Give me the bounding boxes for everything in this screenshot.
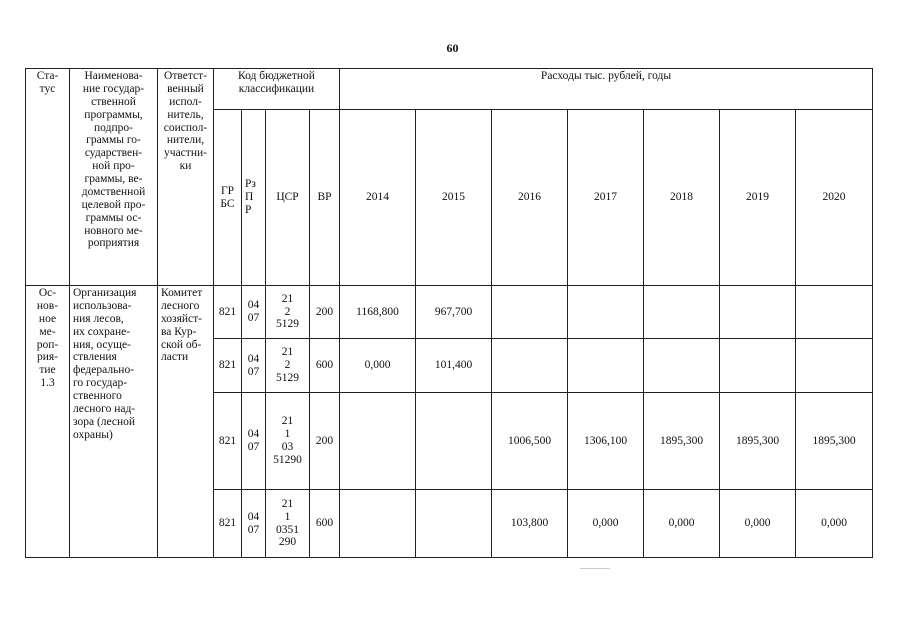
expenses-header: Расходы тыс. рублей, годы [340, 69, 873, 110]
status-header: Ста- тус [26, 69, 70, 286]
grbs-cell: 821 [214, 339, 242, 393]
value-cell-2019 [720, 339, 796, 393]
year-header-2016: 2016 [492, 110, 568, 286]
value-cell-2016: 1006,500 [492, 393, 568, 490]
value-cell-2018: 1895,300 [644, 393, 720, 490]
value-cell-2019: 0,000 [720, 490, 796, 558]
responsible-header: Ответст- венный испол- нитель, соиспол- нители, участни- ки [158, 69, 214, 286]
rzpr-cell: 04 07 [242, 339, 266, 393]
budget-table [25, 68, 873, 558]
value-cell-2020: 0,000 [796, 490, 873, 558]
value-cell-2017: 1306,100 [568, 393, 644, 490]
value-cell-2015: 967,700 [416, 286, 492, 339]
csr-cell: 21 1 03 51290 [266, 393, 310, 490]
value-cell-2018 [644, 286, 720, 339]
table-row [26, 286, 873, 339]
year-header-2020: 2020 [796, 110, 873, 286]
year-header-2014: 2014 [340, 110, 416, 286]
value-cell-2015 [416, 393, 492, 490]
rzpr-cell: 04 07 [242, 286, 266, 339]
vr-cell: 200 [310, 286, 340, 339]
value-cell-2020 [796, 286, 873, 339]
value-cell-2017 [568, 286, 644, 339]
grbs-cell: 821 [214, 490, 242, 558]
value-cell-2014 [340, 393, 416, 490]
csr-cell: 21 1 0351 290 [266, 490, 310, 558]
value-cell-2015: 101,400 [416, 339, 492, 393]
program-name-header: Наименова- ние государ- ственной программы, подпро- граммы го- сударствен- ной про- граммы, ве- домственной целевой про- граммы ос- новного ме- роприятия [70, 69, 158, 286]
csr-cell: 21 2 5129 [266, 339, 310, 393]
value-cell-2016 [492, 339, 568, 393]
year-header-2017: 2017 [568, 110, 644, 286]
grbs-cell: 821 [214, 393, 242, 490]
value-cell-2017: 0,000 [568, 490, 644, 558]
rzpr-cell: 04 07 [242, 393, 266, 490]
scan-mark [580, 568, 610, 569]
header-row-top [26, 69, 873, 110]
vr-header: ВР [310, 110, 340, 286]
value-cell-2014 [340, 490, 416, 558]
value-cell-2017 [568, 339, 644, 393]
page-number: 60 [446, 41, 459, 55]
value-cell-2016 [492, 286, 568, 339]
vr-cell: 600 [310, 490, 340, 558]
grbs-cell: 821 [214, 286, 242, 339]
value-cell-2019: 1895,300 [720, 393, 796, 490]
rzpr-header: Рз П Р [242, 110, 266, 286]
program-name-cell: Организация использова- ния лесов, их сохране- ния, осуще- ствления федерально- го государ- ственного лесного над- зора (лесной охраны) [70, 286, 158, 558]
value-cell-2014: 1168,800 [340, 286, 416, 339]
year-header-2018: 2018 [644, 110, 720, 286]
status-cell: Ос- нов- ное ме- роп- рия- тие 1.3 [26, 286, 70, 558]
value-cell-2019 [720, 286, 796, 339]
value-cell-2018: 0,000 [644, 490, 720, 558]
vr-cell: 600 [310, 339, 340, 393]
grbs-header: ГР БС [214, 110, 242, 286]
value-cell-2020 [796, 339, 873, 393]
budget-code-header: Код бюджетной классификации [214, 69, 340, 110]
rzpr-cell: 04 07 [242, 490, 266, 558]
value-cell-2020: 1895,300 [796, 393, 873, 490]
year-header-2015: 2015 [416, 110, 492, 286]
responsible-cell: Комитет лесного хозяйст- ва Кур- ской об- ласти [158, 286, 214, 558]
vr-cell: 200 [310, 393, 340, 490]
value-cell-2018 [644, 339, 720, 393]
csr-cell: 21 2 5129 [266, 286, 310, 339]
value-cell-2014: 0,000 [340, 339, 416, 393]
value-cell-2015 [416, 490, 492, 558]
value-cell-2016: 103,800 [492, 490, 568, 558]
csr-header: ЦСР [266, 110, 310, 286]
year-header-2019: 2019 [720, 110, 796, 286]
